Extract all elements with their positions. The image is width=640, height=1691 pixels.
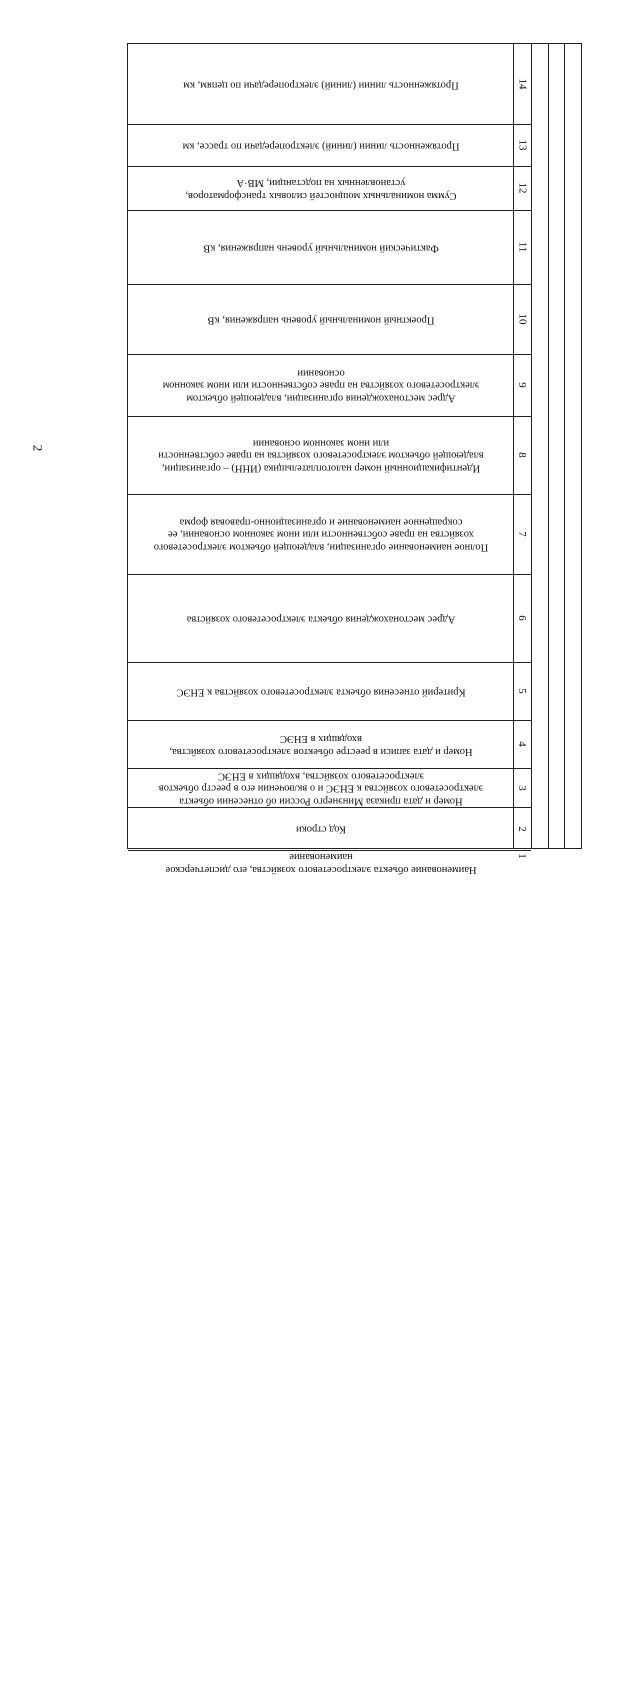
column-header-text: Протяженность линии (линий) электропередачи по трассе, км — [182, 140, 459, 152]
column-divider — [548, 44, 549, 848]
column-header-cell — [128, 807, 513, 850]
column-header-text: Протяженность линии (линий) электропередачи по цепям, км — [182, 79, 459, 91]
column-header-cell — [128, 720, 513, 768]
row-divider — [128, 768, 531, 769]
column-header-cell — [128, 354, 513, 416]
column-header-cell — [128, 44, 513, 124]
column-number: 12 — [516, 182, 528, 194]
column-number: 14 — [516, 78, 528, 90]
column-header-cell — [128, 574, 513, 662]
column-header-text: Критерий отнесения объекта электросетевого хозяйства к ЕНЭС — [175, 686, 466, 698]
row-divider — [128, 354, 531, 355]
column-number: 2 — [516, 825, 528, 832]
column-number: 3 — [516, 784, 528, 791]
column-header-text: Проектный номинальный уровень напряжения, кВ — [207, 314, 434, 326]
column-header-cell — [128, 416, 513, 494]
column-number: 10 — [516, 313, 528, 325]
page-number: 2 — [30, 444, 46, 452]
row-divider — [128, 416, 531, 417]
column-header-text: Номер и дата приказа Минэнерго России об отнесении объекта электросетевого хозяйства к ЕНЭС и о включении его в реестр объектов электросетевого хозяйства, входящих в ЕНЭС — [158, 770, 483, 807]
column-number: 9 — [516, 382, 528, 388]
row-divider — [128, 494, 531, 495]
column-number: 7 — [516, 531, 528, 537]
row-divider — [128, 166, 531, 167]
column-header-cell — [128, 662, 513, 720]
column-number: 8 — [516, 452, 528, 458]
row-divider — [128, 662, 531, 663]
row-divider — [128, 124, 531, 125]
column-header-cell — [128, 494, 513, 574]
column-divider — [531, 44, 532, 848]
column-header-cell — [128, 768, 513, 807]
row-divider — [128, 850, 531, 851]
column-header-text: Адрес местонахождения организации, владеющей объектом электросетевого хозяйства на праве собственности или ином законном основании — [162, 367, 479, 404]
column-number: 1 — [516, 853, 528, 859]
row-divider — [128, 720, 531, 721]
column-number: 6 — [516, 615, 528, 621]
column-header-text: Наименование объекта электросетевого хозяйства, его диспетчерское наименование — [164, 851, 477, 875]
row-divider — [128, 210, 531, 211]
column-header-cell — [128, 850, 513, 875]
column-header-text: Номер и дата записи в реестре объектов электросетевого хозяйства, входящих в ЕНЭС — [168, 733, 473, 757]
column-header-text: Фактический номинальный уровень напряжения, кВ — [202, 242, 439, 254]
column-header-cell — [128, 124, 513, 166]
objects-table — [127, 43, 582, 875]
column-number: 11 — [516, 241, 528, 253]
column-header-text: Полное наименование организации, владеющей объектом электросетевого хозяйства на праве собственности или ином законном основании, ее сокращенное наименование и организационно-правовая форма — [153, 516, 488, 553]
column-divider — [564, 44, 565, 848]
column-header-text: Сумма номинальных мощностей силовых трансформаторов, установленных на подстанции, МВ·А — [184, 177, 457, 201]
row-divider — [128, 574, 531, 575]
column-number: 13 — [516, 139, 528, 151]
column-number: 4 — [516, 741, 528, 747]
column-header-text: Код строки — [295, 823, 346, 835]
row-divider — [128, 284, 531, 285]
column-header-text: Идентификационный номер налогоплательщика (ИНН) – организации, владеющей объектом электросетевого хозяйства на праве собственности или ином законном основании — [157, 437, 484, 474]
column-number: 5 — [516, 688, 528, 694]
row-divider — [128, 807, 531, 808]
column-header-cell — [128, 210, 513, 284]
column-header-cell — [128, 284, 513, 354]
column-header-cell — [128, 166, 513, 210]
column-header-text: Адрес местонахождения объекта электросетевого хозяйства — [186, 613, 455, 625]
